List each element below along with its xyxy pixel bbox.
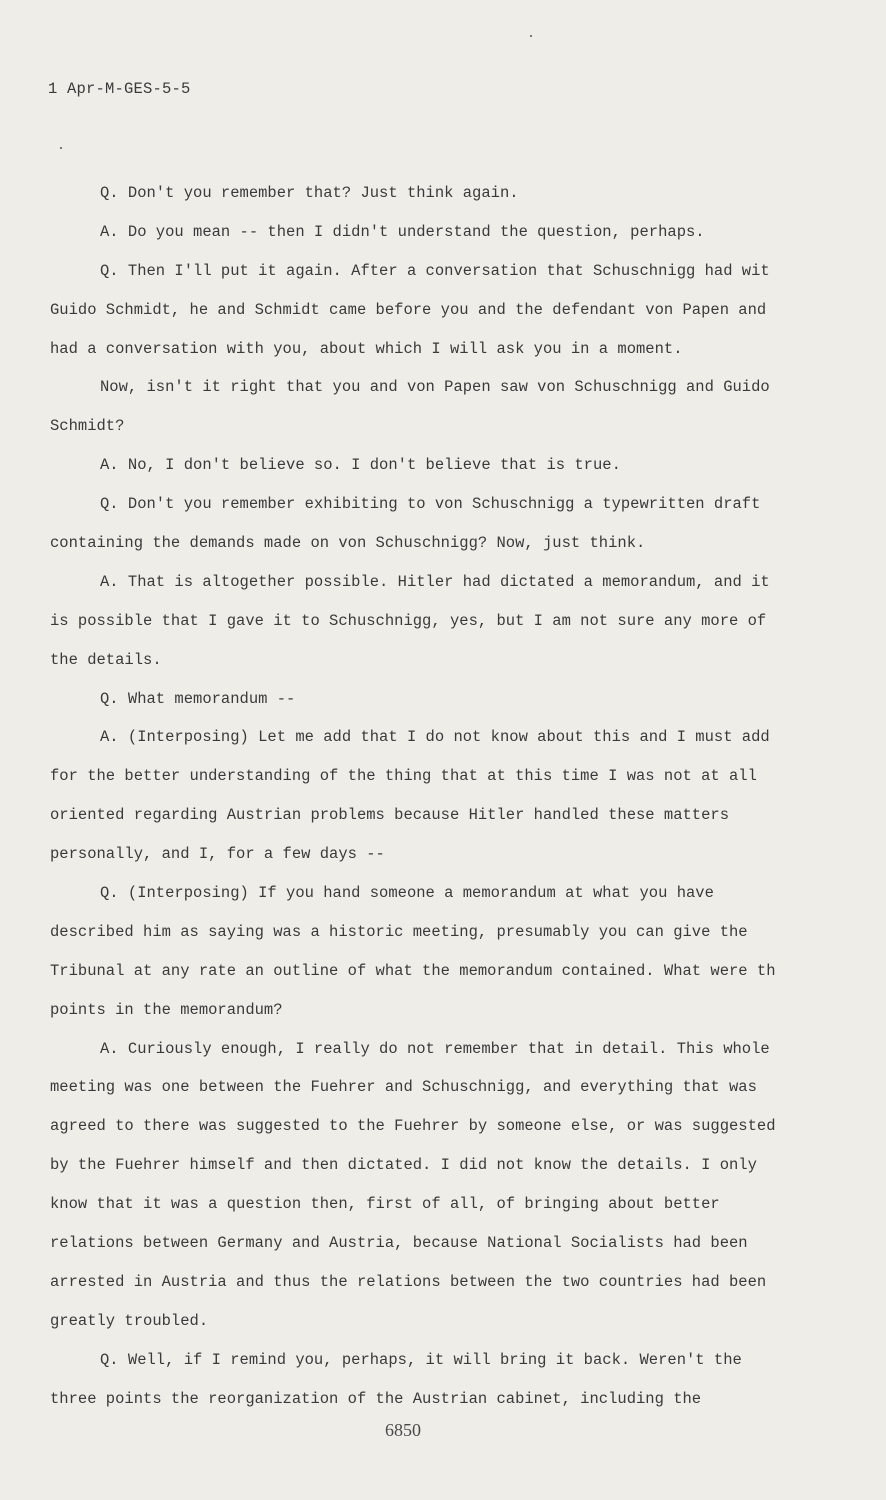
transcript-body bbox=[50, 174, 810, 1419]
transcript-line: relations between Germany and Austria, because National Socialists had been bbox=[50, 1234, 748, 1253]
transcript-line: Q. What memorandum -- bbox=[100, 689, 296, 708]
transcript-line: A. No, I don't believe so. I don't believe that is true. bbox=[100, 456, 621, 475]
transcript-line: oriented regarding Austrian problems because Hitler handled these matters bbox=[50, 806, 730, 825]
transcript-line: A. (Interposing) Let me add that I do not know about this and I must add bbox=[100, 728, 770, 747]
transcript-line: A. Curiously enough, I really do not remember that in detail. This whole bbox=[100, 1039, 770, 1058]
transcript-line: Q. (Interposing) If you hand someone a memorandum at what you have bbox=[100, 884, 714, 903]
specks bbox=[60, 147, 62, 149]
transcript-line: Q. Don't you remember exhibiting to von Schuschnigg a typewritten draft bbox=[100, 495, 761, 514]
transcript-line: Guido Schmidt, he and Schmidt came before you and the defendant von Papen and bbox=[50, 300, 767, 319]
transcript-line: personally, and I, for a few days -- bbox=[50, 845, 385, 864]
transcript-line: points in the memorandum? bbox=[50, 1000, 283, 1019]
transcript-line: Now, isn't it right that you and von Papen saw von Schuschnigg and Guido bbox=[100, 378, 770, 397]
specks bbox=[530, 35, 532, 37]
transcript-line: is possible that I gave it to Schuschnigg, yes, but I am not sure any more of bbox=[50, 611, 767, 630]
transcript-line: A. Do you mean -- then I didn't understand the question, perhaps. bbox=[100, 222, 705, 241]
transcript-line: Schmidt? bbox=[50, 417, 125, 436]
transcript-line: Tribunal at any rate an outline of what the memorandum contained. What were th bbox=[50, 961, 776, 980]
transcript-line: Q. Then I'll put it again. After a conversation that Schuschnigg had wit bbox=[100, 261, 770, 280]
page-number: 6850 bbox=[385, 1420, 421, 1440]
transcript-line: by the Fuehrer himself and then dictated. I did not know the details. I only bbox=[50, 1156, 757, 1175]
transcript-line: the details. bbox=[50, 650, 162, 669]
transcript-line: greatly troubled. bbox=[50, 1311, 209, 1330]
transcript-line: had a conversation with you, about which I will ask you in a moment. bbox=[50, 339, 683, 358]
transcript-line: Q. Well, if I remind you, perhaps, it will bring it back. Weren't the bbox=[100, 1350, 742, 1369]
transcript-line: agreed to there was suggested to the Fuehrer by someone else, or was suggested bbox=[50, 1117, 776, 1136]
transcript-line: meeting was one between the Fuehrer and Schuschnigg, and everything that was bbox=[50, 1078, 757, 1097]
transcript-line: Q. Don't you remember that? Just think again. bbox=[100, 184, 519, 202]
transcript-line: know that it was a question then, first of all, of bringing about better bbox=[50, 1195, 720, 1214]
transcript-line: arrested in Austria and thus the relations between the two countries had been bbox=[50, 1272, 767, 1291]
transcript-line: containing the demands made on von Schuschnigg? Now, just think. bbox=[50, 534, 646, 553]
transcript-line: described him as saying was a historic meeting, presumably you can give the bbox=[50, 922, 748, 941]
transcript-line: for the better understanding of the thing that at this time I was not at all bbox=[50, 767, 757, 786]
transcript-line: A. That is altogether possible. Hitler had dictated a memorandum, and it bbox=[100, 572, 770, 591]
document-reference: 1 Apr-M-GES-5-5 bbox=[48, 80, 191, 98]
transcript-line: three points the reorganization of the Austrian cabinet, including the bbox=[50, 1389, 702, 1408]
